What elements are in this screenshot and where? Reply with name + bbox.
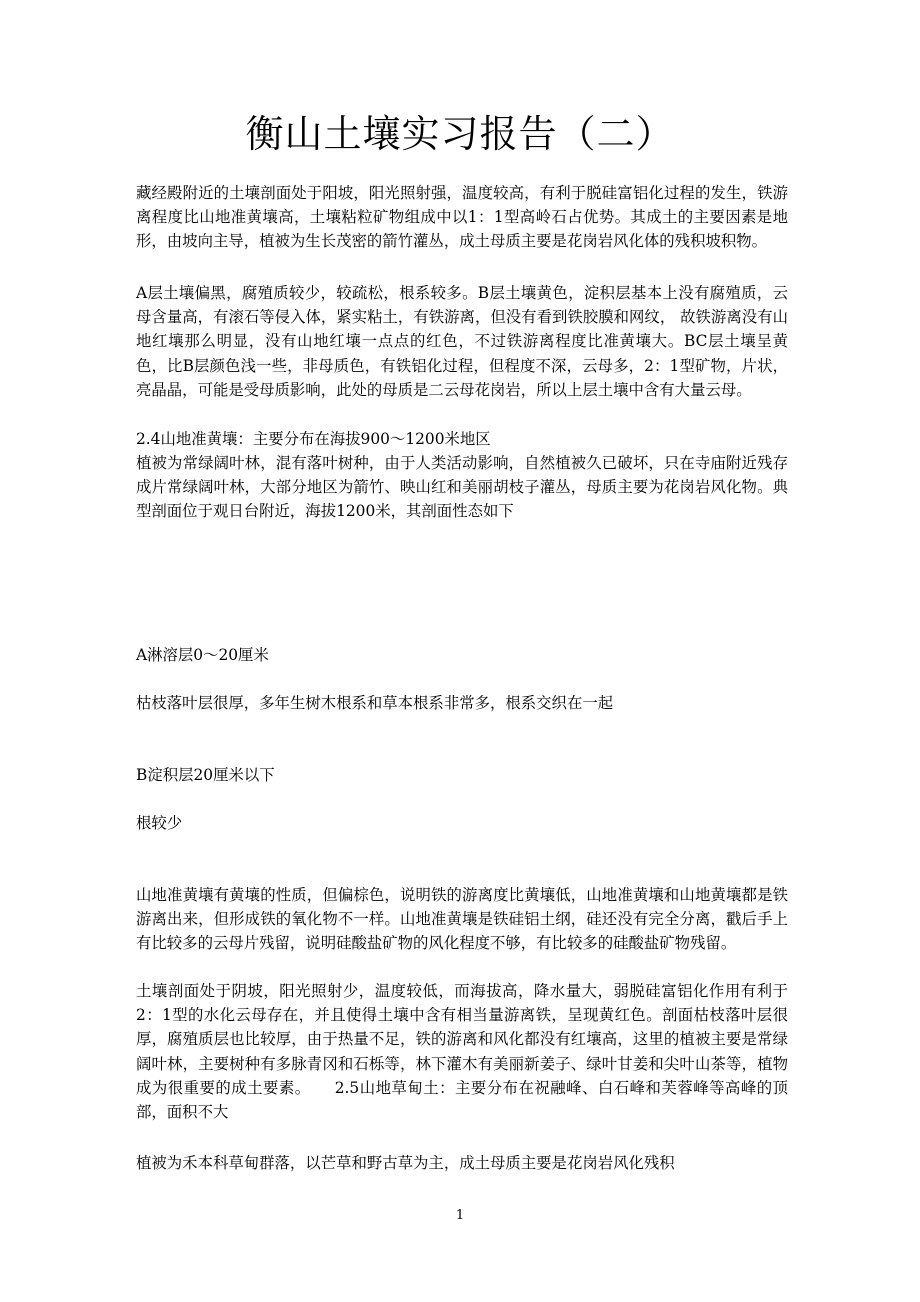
horizon-b-label: B淀积层20厘米以下 [136,766,275,784]
paragraph-shady-slope: 土壤剖面处于阴坡，阳光照射少，温度较低，而海拔高，降水量大，弱脱硅富铝化作用有利于2：1型的水化云母存在，并且使得土壤中含有相当量游离铁，呈现黄红色。剖面枯枝落叶层很厚，腐殖质层也比较厚，由于热量不足，铁的游离和风化都没有红壤高，这里的植被主要是常绿阔叶林，主要树种有多脉青冈和石栎等，林下灌木有美丽新姜子、绿叶甘姜和尖叶山茶等，植物成为很重要的成土要素。 2.5山地草甸土：主要分布在祝融峰、白石峰和芙蓉峰等高峰的顶部，面积不大 [136,982,788,1122]
page-number: 1 [455,1208,465,1223]
horizon-a-description: 枯枝落叶层很厚，多年生树木根系和草本根系非常多，根系交织在一起 [136,694,614,712]
paragraph-quasi-yellow-soil: 山地准黄壤有黄壤的性质，但偏棕色，说明铁的游离度比黄壤低，山地准黄壤和山地黄壤都是铁游离出来，但形成铁的氧化物不一样。山地准黄壤是铁硅铝土纲，硅还没有完全分离，戳后手上有比较多的云母片残留，说明硅酸盐矿物的风化程度不够，有比较多的硅酸盐矿物残留。 [136,886,788,953]
section-heading-2-4: 2.4山地准黄壤：主要分布在海拔900～1200米地区 [136,430,491,448]
paragraph-horizon-description: A层土壤偏黑，腐殖质较少，较疏松，根系较多。B层土壤黄色，淀积层基本上没有腐殖质，云母含量高，有滚石等侵入体，紧实粘土，有铁游离，但没有看到铁胶膜和网纹， 故铁游离没有山地红壤那么明显，没有山地红壤一点点的红色，不过铁游离程度比准黄壤大。BC层土壤呈黄色，比B层颜色浅一些，非母质色，有铁铝化过程，但程度不深，云母多，2：1型矿物，片状，亮晶晶，可能是受母质影响，此处的母质是二云母花岗岩，所以上层土壤中含有大量云母。 [136,284,788,399]
document-title: 衡山土壤实习报告（二） [245,112,675,156]
paragraph-vegetation-2-4: 植被为常绿阔叶林，混有落叶树种，由于人类活动影响，自然植被久已破坏，只在寺庙附近残存成片常绿阔叶林，大部分地区为箭竹、映山红和美丽胡枝子灌丛，母质主要为花岗岩风化物。典型剖面位于观日台附近，海拔1200米，其剖面性态如下 [136,454,788,521]
horizon-a-label: A淋溶层0～20厘米 [136,646,269,664]
paragraph-meadow-soil: 植被为禾本科草甸群落，以芒草和野古草为主，成土母质主要是花岗岩风化残积 [136,1154,675,1172]
paragraph-cangjingdian-profile: 藏经殿附近的土壤剖面处于阳坡，阳光照射强，温度较高，有利于脱硅富铝化过程的发生，铁游离程度比山地准黄壤高，土壤粘粒矿物组成中以1：1型高岭石占优势。其成土的主要因素是地形，由坡向主导，植被为生长茂密的箭竹灌丛，成土母质主要是花岗岩风化体的残积坡积物。 [136,184,788,251]
horizon-b-description: 根较少 [136,814,183,832]
